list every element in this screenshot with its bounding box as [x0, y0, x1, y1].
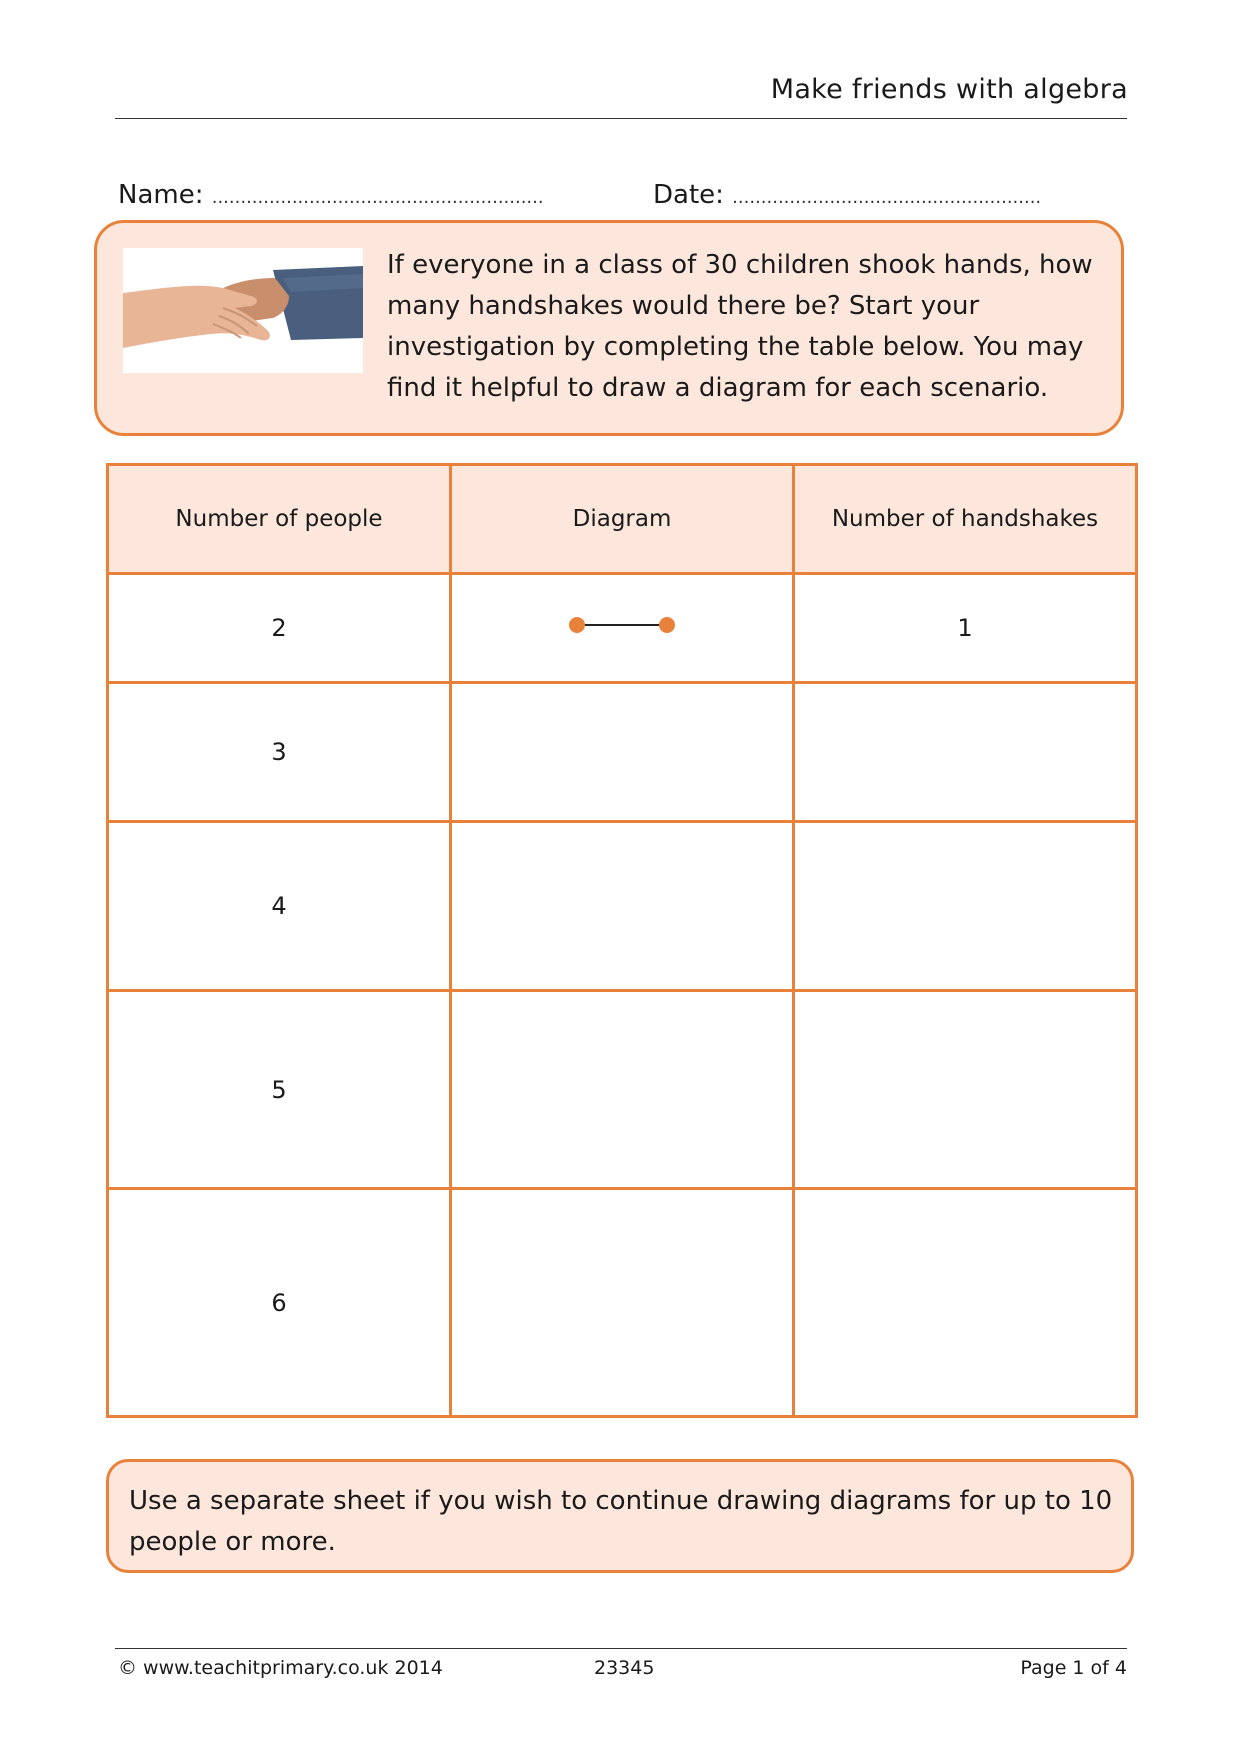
handshake-photo-icon [123, 248, 363, 373]
handshake-diagram [567, 613, 677, 637]
people-cell: 2 [108, 574, 451, 683]
table-row [108, 991, 1137, 1189]
diagram-cell[interactable] [451, 1189, 794, 1417]
handshakes-cell[interactable] [794, 1189, 1137, 1417]
name-field[interactable] [118, 180, 544, 210]
handshakes-cell[interactable] [794, 822, 1137, 991]
date-field[interactable] [653, 180, 1041, 210]
header-diagram: Diagram [451, 465, 794, 574]
handshakes-cell: 1 [794, 574, 1137, 683]
diagram-cell[interactable] [451, 683, 794, 822]
table-row [108, 683, 1137, 822]
diagram-cell[interactable] [451, 574, 794, 683]
people-cell: 6 [108, 1189, 451, 1417]
diagram-cell[interactable] [451, 822, 794, 991]
header-number-of-people: Number of people [108, 465, 451, 574]
header-divider [115, 118, 1127, 119]
header-number-of-handshakes: Number of handshakes [794, 465, 1137, 574]
people-cell: 5 [108, 991, 451, 1189]
name-line: .......................................................... [211, 187, 544, 208]
footer-page-number: Page 1 of 4 [1020, 1657, 1127, 1679]
person-dot [659, 617, 675, 633]
table-row [108, 1189, 1137, 1417]
date-line: ...................................................... [732, 187, 1042, 208]
date-label: Date: [653, 180, 724, 210]
intro-question: If everyone in a class of 30 children shook hands, how many handshakes would there be? Start your investigation by completing the table below. You may find it helpful to draw a diagram for each scenario. [387, 250, 1093, 403]
document-title: Make friends with algebra [770, 74, 1128, 105]
name-label: Name: [118, 180, 204, 210]
footer-copyright: © www.teachitprimary.co.uk 2014 [118, 1657, 443, 1679]
footer-resource-id: 23345 [594, 1657, 655, 1679]
handshakes-cell[interactable] [794, 991, 1137, 1189]
handshakes-cell[interactable] [794, 683, 1137, 822]
table-row [108, 822, 1137, 991]
diagram-cell[interactable] [451, 991, 794, 1189]
note-box [106, 1459, 1134, 1573]
handshake-table [106, 463, 1138, 1418]
person-dot [569, 617, 585, 633]
note-text: Use a separate sheet if you wish to continue drawing diagrams for up to 10 people or more. [129, 1486, 1113, 1557]
intro-box [94, 220, 1124, 436]
footer-divider [115, 1648, 1127, 1649]
table-row [108, 574, 1137, 683]
people-cell: 4 [108, 822, 451, 991]
table-header-row [108, 465, 1137, 574]
people-cell: 3 [108, 683, 451, 822]
